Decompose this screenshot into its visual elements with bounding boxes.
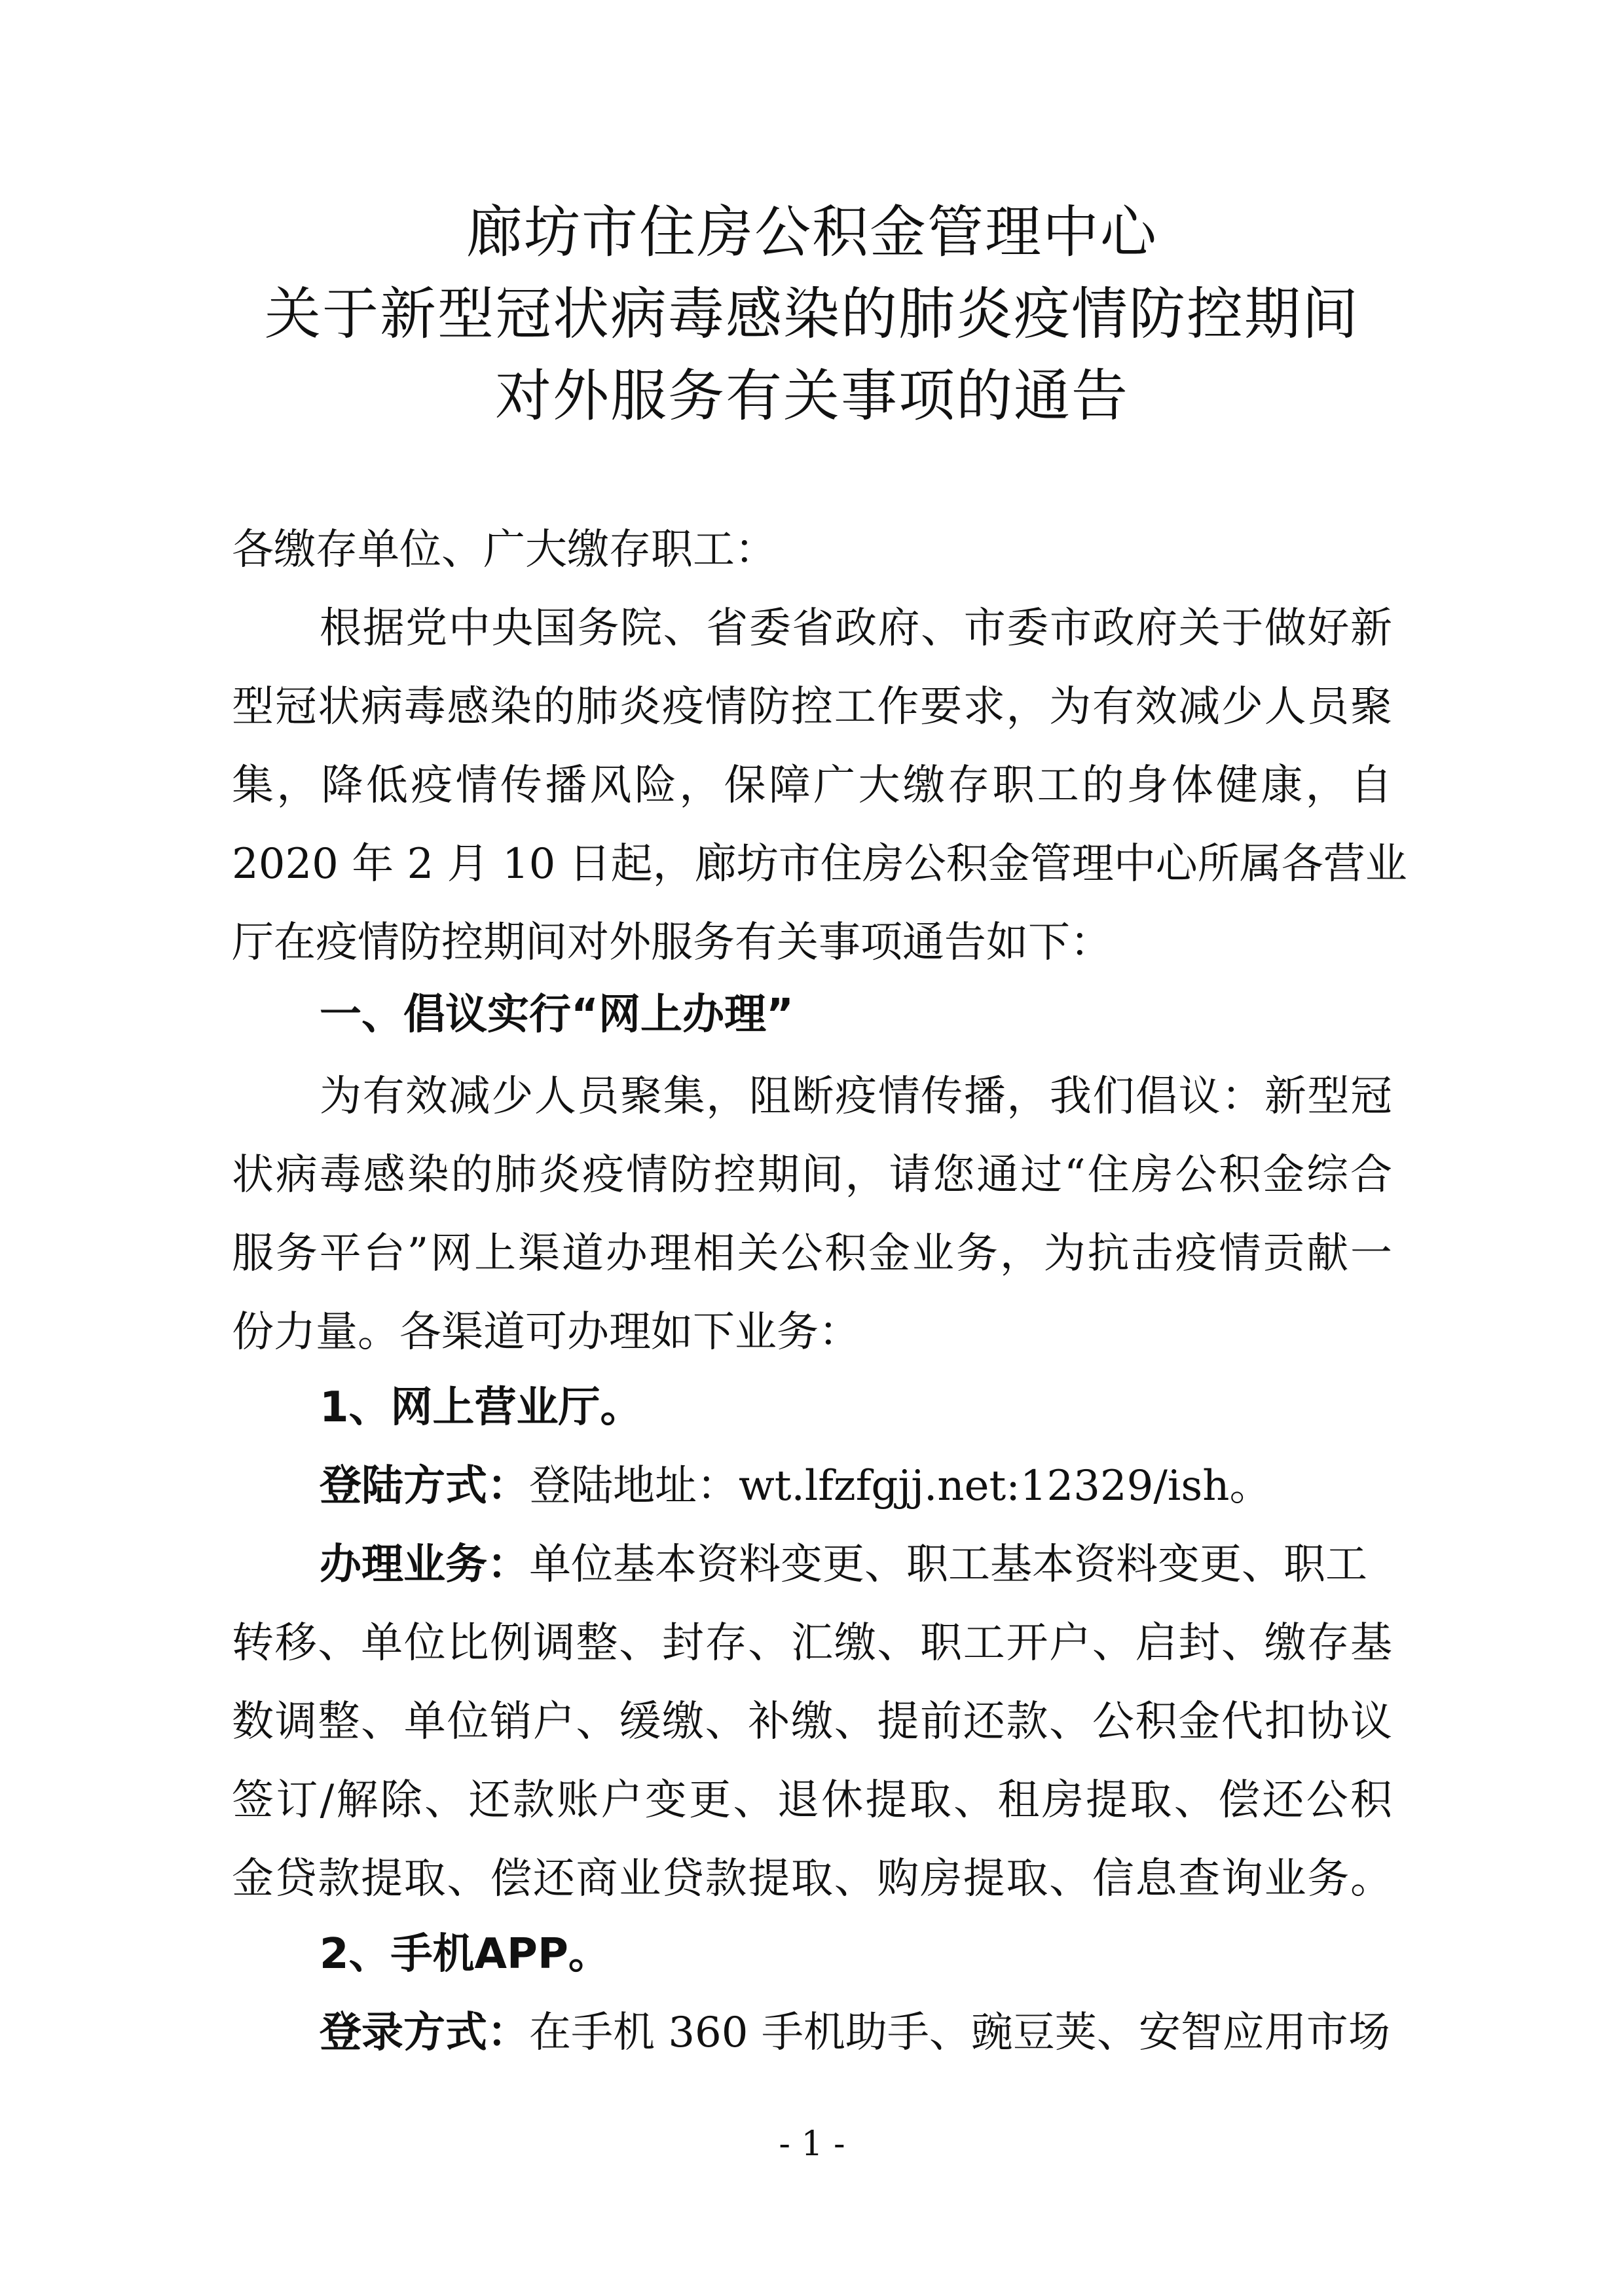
intro-line: 厅在疫情防控期间对外服务有关事项通告如下： xyxy=(232,919,1112,967)
notice-title-line-2: 关于新型冠状病毒感染的肺炎疫情防控期间 xyxy=(265,282,1359,347)
item-1-heading: 1、网上营业厅。 xyxy=(320,1383,642,1432)
page-number: - 1 - xyxy=(779,2124,845,2164)
item-1-business-line: 数调整、单位销户、缓缴、补缴、提前还款、公积金代扣协议 xyxy=(232,1698,1392,1746)
intro-line: 集，降低疫情传播风险，保障广大缴存职工的身体健康，自 xyxy=(232,761,1392,810)
item-1-login-line xyxy=(320,1460,1271,1512)
section-1-body-line: 份力量。各渠道可办理如下业务： xyxy=(232,1308,860,1357)
item-2-login-text: 在手机 360 手机助手、豌豆荚、安智应用市场 xyxy=(529,2009,1390,2057)
item-2-heading: 2、手机APP。 xyxy=(320,1930,610,1978)
item-1-business-label: 办理业务： xyxy=(320,1540,529,1589)
section-1-body-line: 为有效减少人员聚集，阻断疫情传播，我们倡议：新型冠 xyxy=(320,1072,1392,1121)
notice-title-line-1: 廊坊市住房公积金管理中心 xyxy=(466,200,1158,265)
salutation: 各缴存单位、广大缴存职工： xyxy=(232,526,777,574)
intro-line: 型冠状病毒感染的肺炎疫情防控工作要求，为有效减少人员聚 xyxy=(232,683,1392,731)
notice-title-line-3: 对外服务有关事项的通告 xyxy=(495,363,1129,429)
item-1-business-text: 单位基本资料变更、职工基本资料变更、职工 xyxy=(529,1540,1367,1589)
section-1-body-line: 服务平台”网上渠道办理相关公积金业务，为抗击疫情贡献一 xyxy=(232,1230,1392,1278)
item-1-business-line: 签订/解除、还款账户变更、退休提取、租房提取、偿还公积 xyxy=(232,1776,1392,1825)
item-1-business-line: 转移、单位比例调整、封存、汇缴、职工开户、启封、缴存基 xyxy=(232,1619,1392,1667)
item-1-business-line: 金贷款提取、偿还商业贷款提取、购房提取、信息查询业务。 xyxy=(232,1855,1392,1903)
item-1-business-line xyxy=(320,1539,1367,1591)
item-2-login-line xyxy=(320,2007,1390,2059)
intro-line: 2020 年 2 月 10 日起，廊坊市住房公积金管理中心所属各营业 xyxy=(232,840,1407,888)
section-1-heading: 一、倡议实行“网上办理” xyxy=(320,991,794,1039)
section-1-body-line: 状病毒感染的肺炎疫情防控期间，请您通过“住房公积金综合 xyxy=(232,1151,1392,1199)
item-1-login-label: 登陆方式： xyxy=(320,1462,529,1510)
item-1-login-text: 登陆地址：wt.lfzfgjj.net:12329/ish。 xyxy=(529,1462,1272,1510)
item-2-login-label: 登录方式： xyxy=(320,2009,529,2057)
intro-line: 根据党中央国务院、省委省政府、市委市政府关于做好新 xyxy=(320,604,1392,653)
